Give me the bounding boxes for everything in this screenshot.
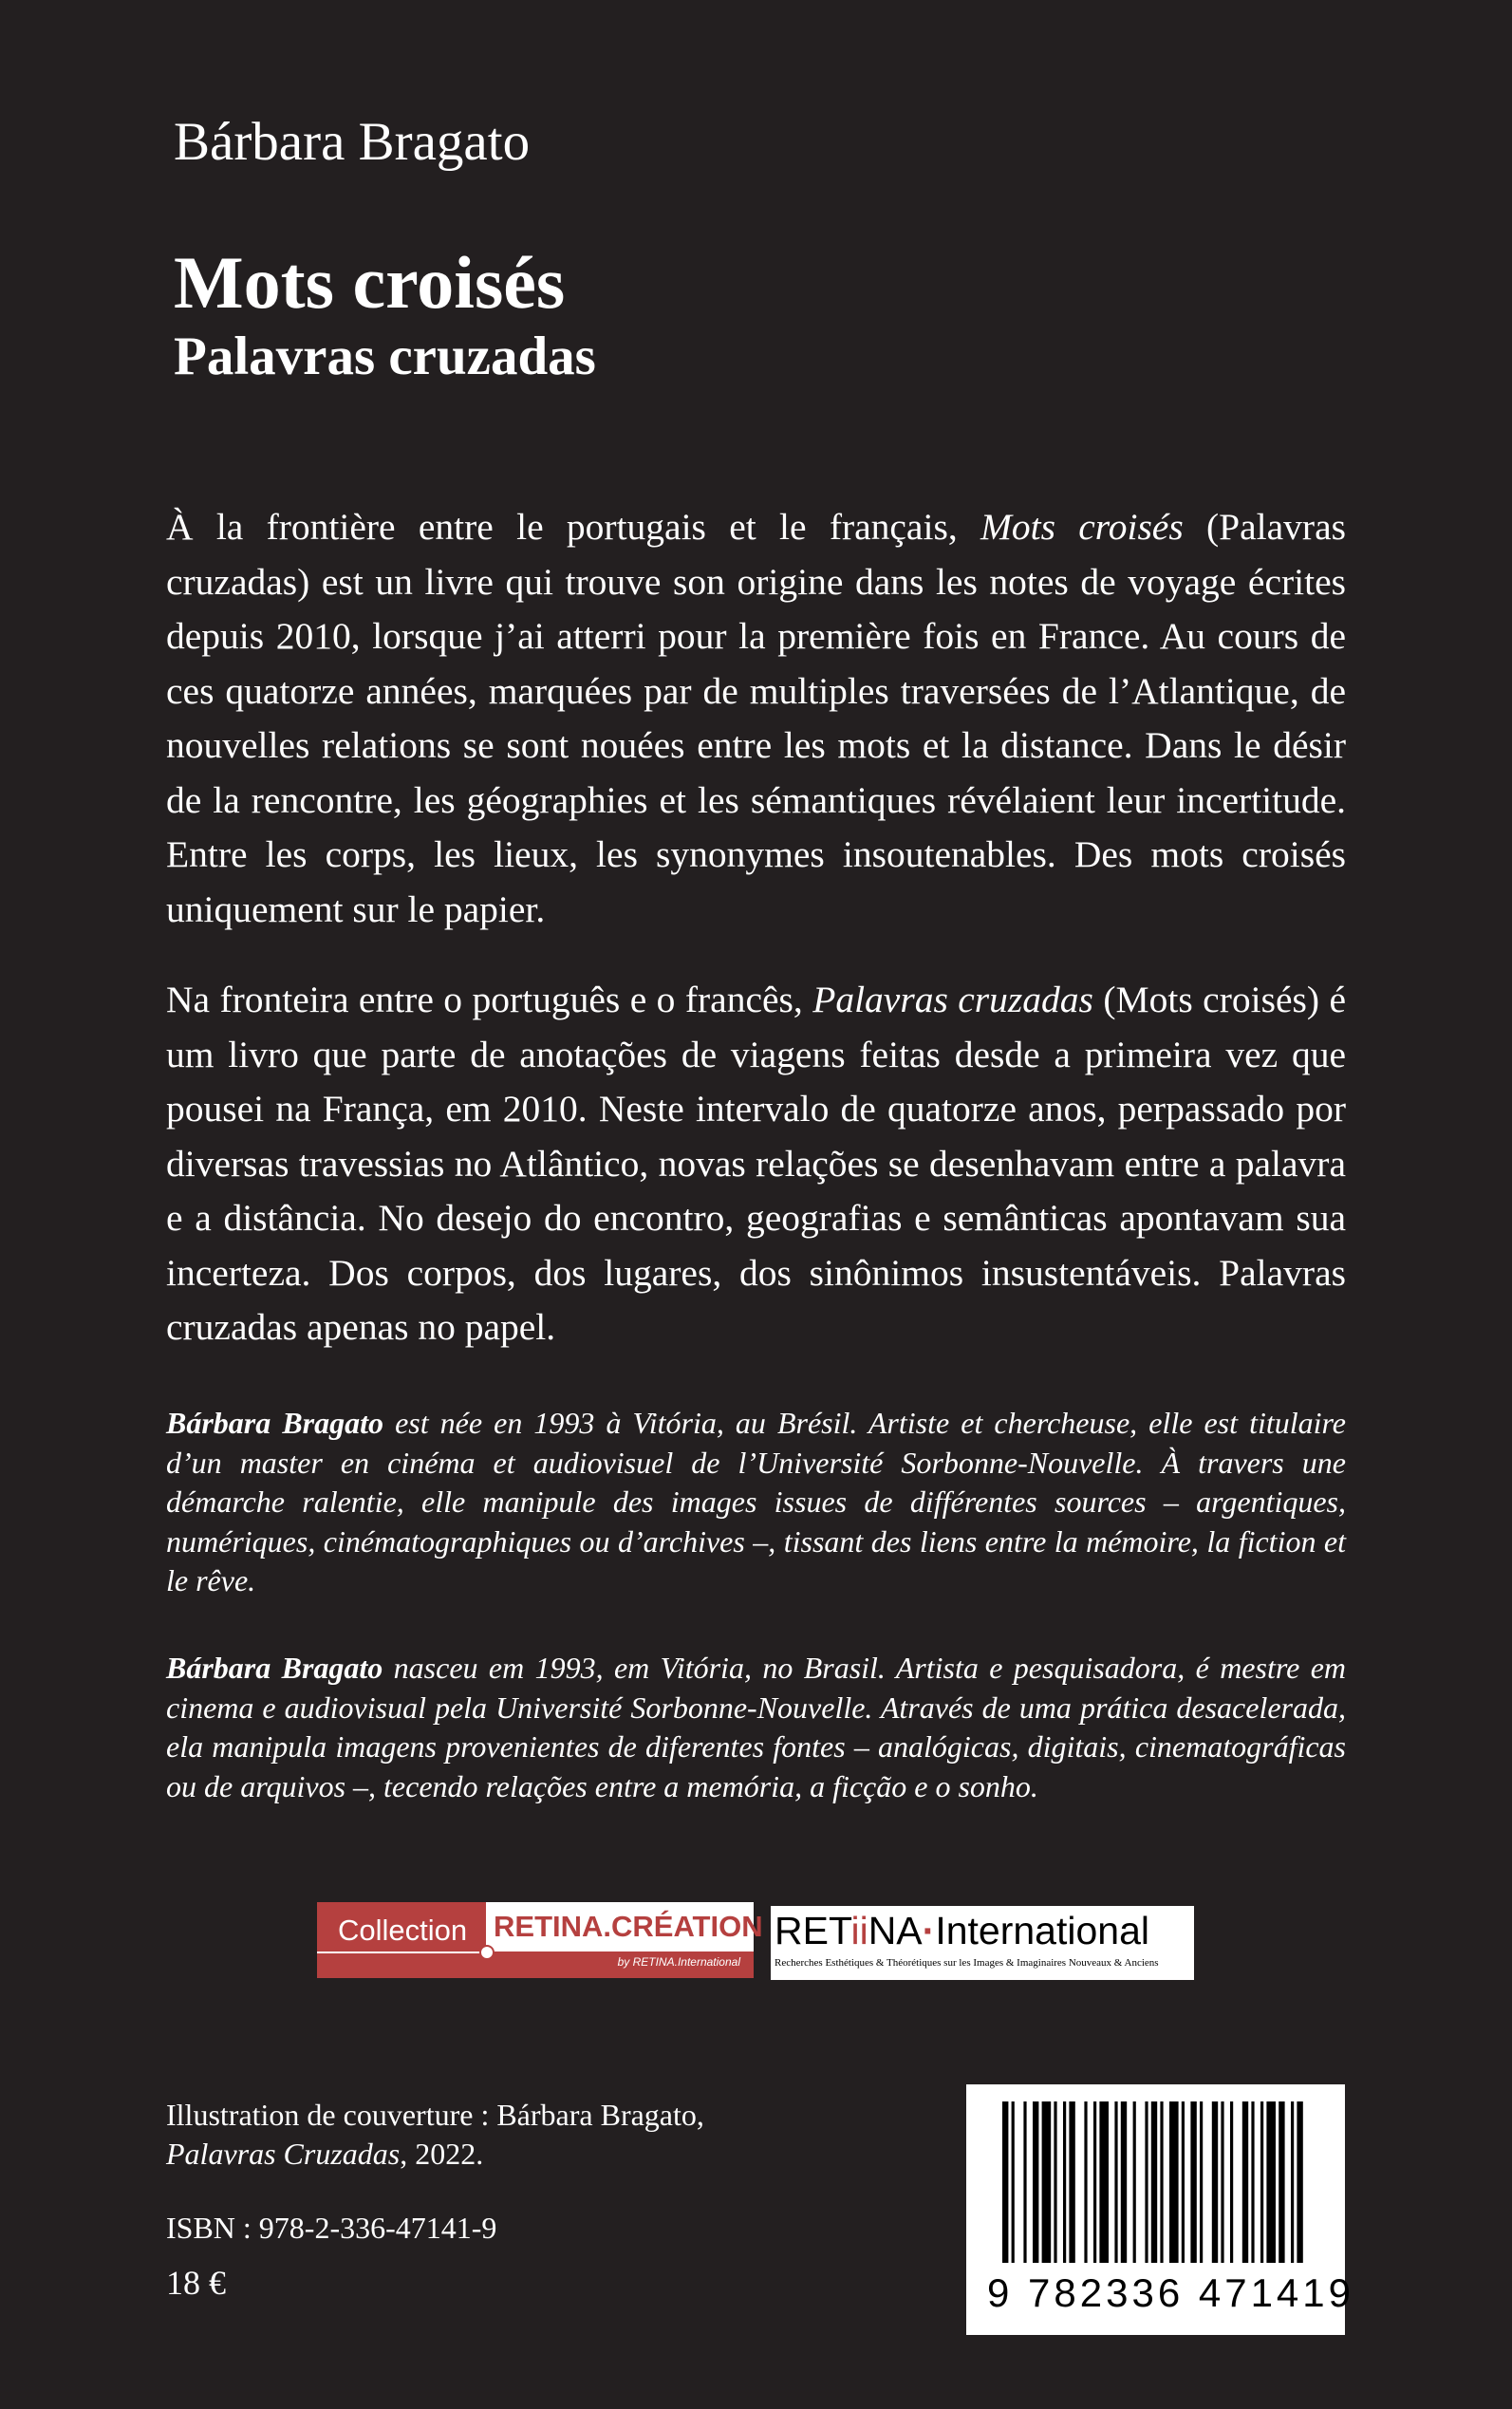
barcode-bar (1121, 2101, 1127, 2263)
barcode-bar (1190, 2101, 1196, 2263)
barcode-bar (1251, 2101, 1254, 2263)
retina-logo-part-b: NA (868, 1909, 923, 1952)
collection-logo-word: Collection (338, 1914, 468, 1947)
barcode-bar (1260, 2101, 1263, 2263)
blurb-fr-before: À la frontière entre le portugais et le français, (166, 506, 980, 548)
barcode-bar (1084, 2101, 1087, 2263)
collection-logo-dot (479, 1945, 495, 1960)
barcode-bar (1033, 2101, 1038, 2263)
credit-artwork-title: Palavras Cruzadas (166, 2137, 401, 2171)
bio-french (166, 1404, 1346, 1601)
collection-retina-creation-logo (317, 1902, 763, 1978)
barcode-bar (1212, 2101, 1218, 2263)
barcode-bar (1133, 2101, 1136, 2263)
barcode-bar (1042, 2101, 1052, 2263)
retina-international-logo (771, 1906, 1194, 1980)
barcode-bar (1114, 2101, 1117, 2263)
credit-year: , 2022. (400, 2137, 484, 2171)
price: 18 € (166, 2264, 226, 2302)
barcode-bar (1291, 2101, 1294, 2263)
isbn-barcode (966, 2084, 1354, 2335)
retina-logo-subtitle: Recherches Esthétiques & Théorétiques sur les Images & Imaginaires Nouveaux & Anciens (775, 1957, 1159, 1969)
retina-logo-part-a: RET (775, 1909, 851, 1952)
barcode-bar (1200, 2101, 1203, 2263)
barcode-bar (1297, 2101, 1302, 2263)
barcode-bar (1069, 2101, 1074, 2263)
blurb-pt-before: Na fronteira entre o português e o francês, (166, 979, 813, 1020)
barcode-bar (1063, 2101, 1066, 2263)
retina-logo-dot: · (922, 1909, 936, 1952)
collection-logo-subtitle: by RETINA.International (617, 1955, 740, 1969)
blurb-french (166, 500, 1346, 937)
barcode-bar (1023, 2101, 1026, 2263)
bio-fr-name: Bárbara Bragato (166, 1406, 383, 1440)
barcode-bar (1151, 2101, 1157, 2263)
blurb-fr-after: (Palavras cruzadas) est un livre qui trouve son origine dans les notes de voyage écrites depuis 2010, lorsque j’ai atterri pour la première fois en France. Au cours de ces quatorze années, marquées par de multiples traversées de l’Atlantique, de nouvelles relations se sont nouées entre les mots et la distance. Dans le désir de la rencontre, les géographies et les sémantiques révélaient leur incertitude. Entre les corps, les lieux, les synonymes insoutenables. Des mots croisés uniquement sur le papier. (166, 506, 1346, 930)
barcode-bar (1266, 2101, 1276, 2263)
author-name: Bárbara Bragato (174, 112, 531, 172)
barcode-bar (1012, 2101, 1015, 2263)
blurb-pt-after: (Mots croisés) é um livro que parte de anotações de viagens feitas desde a primeira vez que pousei na França, em 2010. Neste intervalo de quatorze anos, perpassado por diversas travessias no Atlântico, novas relações se desenhavam entre a palavra e a distância. No desejo do encontro, geografias e semânticas apontavam sua incerteza. Dos corpos, dos lugares, dos sinônimos insustentáveis. Palavras cruzadas apenas no papel. (166, 979, 1346, 1348)
retina-logo-part-c: International (935, 1909, 1149, 1952)
barcode-bar (1230, 2101, 1233, 2263)
barcode-bar (1169, 2101, 1179, 2263)
credit-line-1: Illustration de couverture : Bárbara Bragato, (166, 2098, 704, 2132)
barcode-digits: 9 782336 471419 (987, 2270, 1354, 2315)
barcode-bar (1242, 2101, 1248, 2263)
barcode-bar (1145, 2101, 1148, 2263)
cover-illustration-credit (166, 2096, 704, 2174)
collection-logo-brand: RETINA.CRÉATION (494, 1910, 763, 1943)
barcode-bar (1221, 2101, 1223, 2263)
bio-portuguese (166, 1649, 1346, 1806)
book-title-pt: Palavras cruzadas (174, 327, 596, 386)
retina-logo-part-ii: ii (850, 1909, 868, 1952)
barcode-bar (1093, 2101, 1096, 2263)
barcode-bars (966, 2084, 1345, 2274)
bio-fr-text: est née en 1993 à Vitória, au Brésil. Artiste et chercheuse, elle est titulaire d’un master en cinéma et audiovisuel de l’Université Sorbonne-Nouvelle. À travers une démarche ralentie, elle manipule des images issues de différentes sources – argentiques, numériques, cinématographiques ou d’archives –, tissant des liens entre la mémoire, la fiction et le rêve. (166, 1406, 1346, 1597)
collection-logo-line (317, 1951, 486, 1953)
barcode-bar (1002, 2101, 1008, 2263)
bio-pt-name: Bárbara Bragato (166, 1651, 383, 1685)
blurb-pt-italic: Palavras cruzadas (812, 979, 1093, 1020)
barcode-bar (1279, 2101, 1284, 2263)
blurb-portuguese (166, 973, 1346, 1355)
barcode-bar (1160, 2101, 1163, 2263)
barcode-bar (1054, 2101, 1056, 2263)
barcode-bar (1182, 2101, 1185, 2263)
bio-pt-text: nasceu em 1993, em Vitória, no Brasil. Artista e pesquisadora, é mestre em cinema e audiovisual pela Université Sorbonne-Nouvelle. Através de uma prática desacelerada, ela manipula imagens provenientes de diferentes fontes – analógicas, digitais, cinematográficas ou de arquivos –, tecendo relações entre a memória, a ficção e o sonho. (166, 1651, 1347, 1803)
isbn: ISBN : 978-2-336-47141-9 (166, 2211, 497, 2245)
book-title-fr: Mots croisés (174, 241, 566, 324)
retina-logo-name (775, 1906, 1149, 1955)
barcode-bar (1099, 2101, 1109, 2263)
blurb-fr-italic: Mots croisés (980, 506, 1184, 548)
